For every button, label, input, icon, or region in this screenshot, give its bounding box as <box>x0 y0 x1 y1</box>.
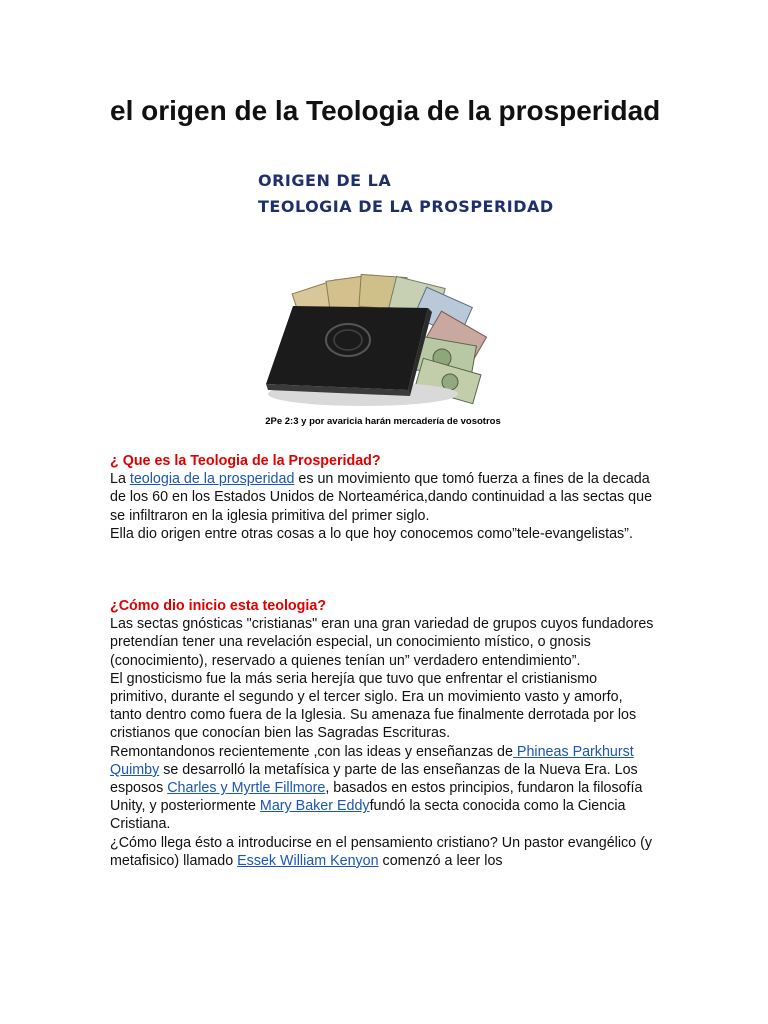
section-heading-what-is: ¿ Que es la Teologia de la Prosperidad? <box>110 453 381 469</box>
text-span: fundó la secta conocida como la Ciencia Cristiana. <box>110 798 626 833</box>
figure-title <box>258 168 554 220</box>
link-essek-kenyon[interactable]: Essek William Kenyon <box>237 852 379 869</box>
link-phineas-quimby[interactable]: Phineas Parkhurst Quimby <box>110 743 634 778</box>
section-heading-origin: ¿Cómo dio inicio esta teologia? <box>110 598 327 615</box>
text-span: es un movimiento que tomó fuerza a fines de la decada de los 60 en los Estados Unidos de Norteamérica,dando continuidad a las sectas que se infiltraron en la iglesia primitiva del primer siglo. <box>110 471 653 524</box>
article-body <box>110 452 655 870</box>
paragraph-gnosticism: El gnosticismo fue la más seria herejía que tuvo que enfrentar el cristianismo primitivo, durante el segundo y el tercer siglo. Era un movimiento vasto y amorfo, tanto dentro como fuera de la Iglesia. Su amenaza fue finalmente derrotada por los cristianos que conocían bien las Sagradas Escrituras. <box>110 670 637 742</box>
figure-title-line-2: TEOLOGIA DE LA PROSPERIDAD <box>258 197 554 216</box>
text-span: se desarrolló la metafísica y parte de las enseñanzas de la Nueva Era. Los esposos <box>110 761 638 797</box>
page-title: el origen de la Teologia de la prosperidad <box>110 95 661 126</box>
link-fillmore[interactable]: Charles y Myrtle Fillmore <box>167 780 326 797</box>
figure-caption: 2Pe 2:3 y por avaricia harán mercadería de vosotros <box>265 416 501 427</box>
figure-title-line-1: ORIGEN DE LA <box>258 171 392 190</box>
text-span: , basados en estos principios, fundaron la filosofía Unity, y posteriormente <box>110 780 643 815</box>
paragraph-kenyon <box>110 834 655 870</box>
bible-and-money-image <box>258 266 508 411</box>
paragraph-metaphysics <box>110 743 655 834</box>
text-span: Remontandonos recientemente ,con las ideas y enseñanzas de <box>110 743 513 760</box>
text-span: comenzó a leer los <box>378 852 503 869</box>
article-figure <box>228 166 554 436</box>
text-span: ¿Cómo llega ésto a introducirse en el pensamiento cristiano? Un pastor evangélico (y metafisico) llamado <box>110 834 652 869</box>
paragraph-gnostic-sects: Las sectas gnósticas "cristianas" eran una gran variedad de grupos cuyos fundadores pretendían tener una revelación especial, un conocimiento místico, o gnosis (conocimiento), reservado a quienes tenían un” verdadero entendimiento”. <box>110 616 654 669</box>
text-span: La <box>110 471 130 488</box>
spacer <box>110 543 655 597</box>
paragraph-definition <box>110 470 655 525</box>
paragraph-televangelists: Ella dio origen entre otras cosas a lo que hoy conocemos como”tele-evangelistas”. <box>110 525 633 542</box>
link-teologia-prosperidad[interactable]: teologia de la prosperidad <box>129 471 295 488</box>
link-mary-baker-eddy[interactable]: Mary Baker Eddy <box>259 798 370 815</box>
